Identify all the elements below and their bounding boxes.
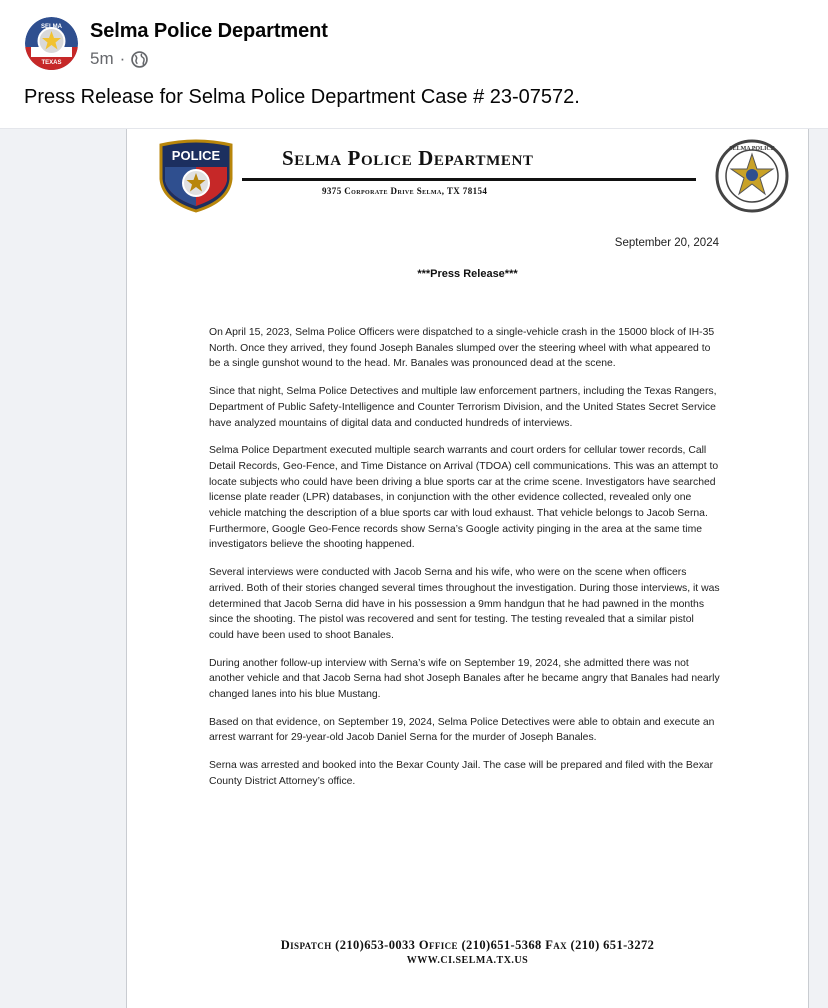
- paragraph: Based on that evidence, on September 19, 2024, Selma Police Detectives were able to obtain and execute an arrest warrant for 29-year-old Jacob Daniel Serna for the murder of Joseph Banales.: [209, 716, 715, 744]
- press-release-body: [209, 325, 721, 802]
- post-timestamp[interactable]: 5m: [90, 49, 114, 68]
- post-author-name[interactable]: Selma Police Department: [90, 20, 328, 42]
- footer-contact: Dispatch (210)653-0033 Office (210)651-5368 Fax (210) 651-3272: [280, 938, 655, 952]
- post-meta: [90, 49, 148, 69]
- press-release-heading: ***Press Release***: [417, 268, 518, 280]
- paragraph: On April 15, 2023, Selma Police Officers were dispatched to a single-vehicle crash in the 15000 block of IH-35 North. Once they arrived, they found Joseph Banales slumped over the steering wheel with what appeared to be a single gunshot wound to the head. Mr. Banales was pronounced dead at the scene.: [209, 327, 715, 370]
- meta-separator: ·: [119, 49, 126, 68]
- department-seal-icon: [715, 139, 789, 213]
- paragraph: Serna was arrested and booked into the Bexar County Jail. The case will be prepared and filed with the Bexar County District Attorney’s office.: [209, 760, 714, 787]
- post-caption: Press Release for Selma Police Department Case # 23-07572.: [24, 86, 580, 108]
- paragraph: Selma Police Department executed multiple search warrants and court orders for cellular tower records, Call Detail Records, Geo-Fence, and Time Distance on Arrival (TDOA) cell communications. This was an attempt to locate subjects who could have been driving a blue sports car at the crime scene. Investigators have searched license plate reader (LPR) databases, in conjunction with the other evidence collected, revealed only one vehicle matching the description of a blue sports car with loud exhaust. That vehicle belongs to Jacob Serna. Furthermore, Google Geo-Fence records show Serna’s Google activity pinging in the area at the same time investigators believe the shooting happened.: [209, 445, 719, 551]
- paragraph: Since that night, Selma Police Detectives and multiple law enforcement partners, including the Texas Rangers, Department of Public Safety-Intelligence and Counter Terrorism Division, and the United States Secret Service have analyzed mountains of digital data and conducted hundreds of interviews.: [209, 386, 717, 429]
- globe-icon[interactable]: [131, 51, 148, 68]
- seal-text: SELMA POLICE: [729, 146, 775, 152]
- attached-image-area[interactable]: [0, 129, 828, 1008]
- post-header: [0, 0, 828, 129]
- badge-text: POLICE: [171, 148, 221, 163]
- police-badge-icon: [157, 139, 235, 213]
- letterhead-rule: [242, 178, 696, 181]
- paragraph: During another follow-up interview with Serna’s wife on September 19, 2024, she admitted there was not another vehicle and that Jacob Serna had shot Joseph Banales after he became angry that Banales had nearly changed lanes into his blue Mustang.: [209, 657, 720, 701]
- avatar-text-bottom: TEXAS: [41, 60, 62, 66]
- release-date: September 20, 2024: [614, 237, 719, 249]
- avatar-text-top: SELMA: [41, 24, 62, 30]
- paragraph: Several interviews were conducted with Jacob Serna and his wife, who were on the scene when officers arrived. Both of their stories changed several times throughout the investigation. During those interviews, it was determined that Jacob Serna did have in his possession a 9mm handgun that he had pawned in the months since the shooting. The pistol was recovered and sent for testing. The testing revealed that a similar pistol could have been used to shoot Banales.: [209, 567, 720, 641]
- letterhead-address: 9375 Corporate Drive Selma, TX 78154: [322, 186, 488, 196]
- letterhead-title: Selma Police Department: [282, 146, 534, 170]
- police-badge-logo-icon: [25, 17, 78, 70]
- footer-website: WWW.CI.SELMA.TX.US: [406, 955, 529, 966]
- press-release-document[interactable]: [126, 129, 809, 1008]
- avatar[interactable]: [25, 17, 78, 70]
